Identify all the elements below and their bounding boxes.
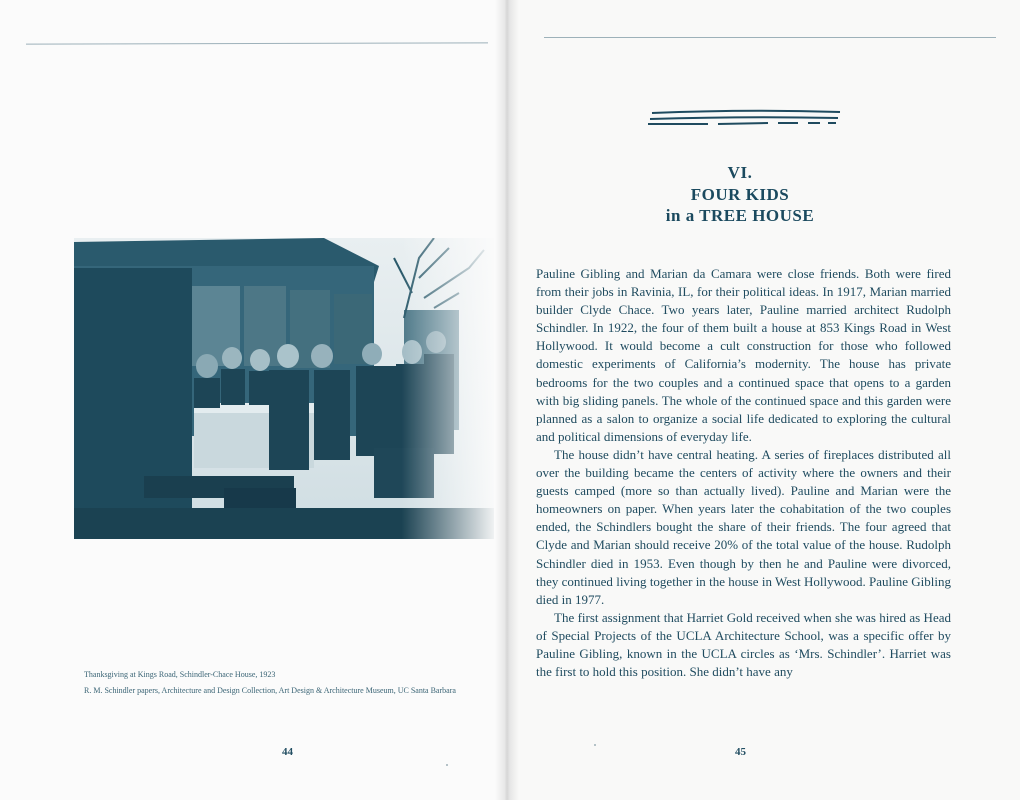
paragraph-1: Pauline Gibling and Marian da Camara were close friends. Both were fired from their jobs in Ravinia, IL, for their political ideas. In 1917, Marian married builder Clyde Chace. Two years later, Pauline married architect Rudolph Schindler. In 1922, the four of them built a house at 853 Kings Road in West Hollywood. It would become a cult construction for those who followed domestic experiments of California’s modernity. The house has private bedrooms for the two couples and a continued space that opens to a garden with big sliding panels. The whole of the continued space and this garden were planned as a salon to organize a social life dedicated to exploring the cultural and political dimensions of everyday life. bbox=[536, 266, 951, 444]
paragraph-2: The house didn’t have central heating. A series of fireplaces distributed all over the building became the centers of activity where the owners and their guests camped (more so than actually lived). Pauline and Marian were the homeowners on paper. When years later the cohabitation of the two couples ended, the Schindlers bought the share of their friends. The four agreed that Clyde and Marian should receive 20% of the total value of the house. Rudolph Schindler died in 1953. Even though by then he and Pauline were divorced, they continued living together in the house in West Hollywood. Pauline Gibling died in 1977. bbox=[536, 446, 951, 607]
chapter-title: FOUR KIDS bbox=[690, 185, 790, 204]
page-number-right: 45 bbox=[735, 746, 746, 758]
photo-caption-credit: R. M. Schindler papers, Architecture and Design Collection, Art Design & Architecture Museum, UC Santa Barbara bbox=[84, 686, 456, 695]
book-gutter bbox=[495, 0, 519, 800]
right-header-rule bbox=[544, 37, 996, 38]
paper-speck bbox=[594, 744, 596, 746]
page-number-left: 44 bbox=[282, 746, 293, 758]
chapter-subtitle: in a TREE HOUSE bbox=[665, 206, 815, 225]
paragraph-3: The first assignment that Harriet Gold received when she was hired as Head of Special Projects of the UCLA Architecture School, was a specific offer by Pauline Gibling, known in the UCLA circles as ‘Mrs. Schindler’. Harriet was the first to hold this position. She didn’t have any bbox=[536, 609, 951, 680]
chapter-number: VI. bbox=[727, 163, 753, 182]
thanksgiving-photo bbox=[74, 238, 494, 539]
photo-caption-title: Thanksgiving at Kings Road, Schindler-Chace House, 1923 bbox=[84, 670, 276, 679]
chapter-ornament bbox=[648, 107, 844, 134]
chapter-body-text bbox=[536, 265, 951, 681]
paper-speck bbox=[446, 764, 448, 766]
